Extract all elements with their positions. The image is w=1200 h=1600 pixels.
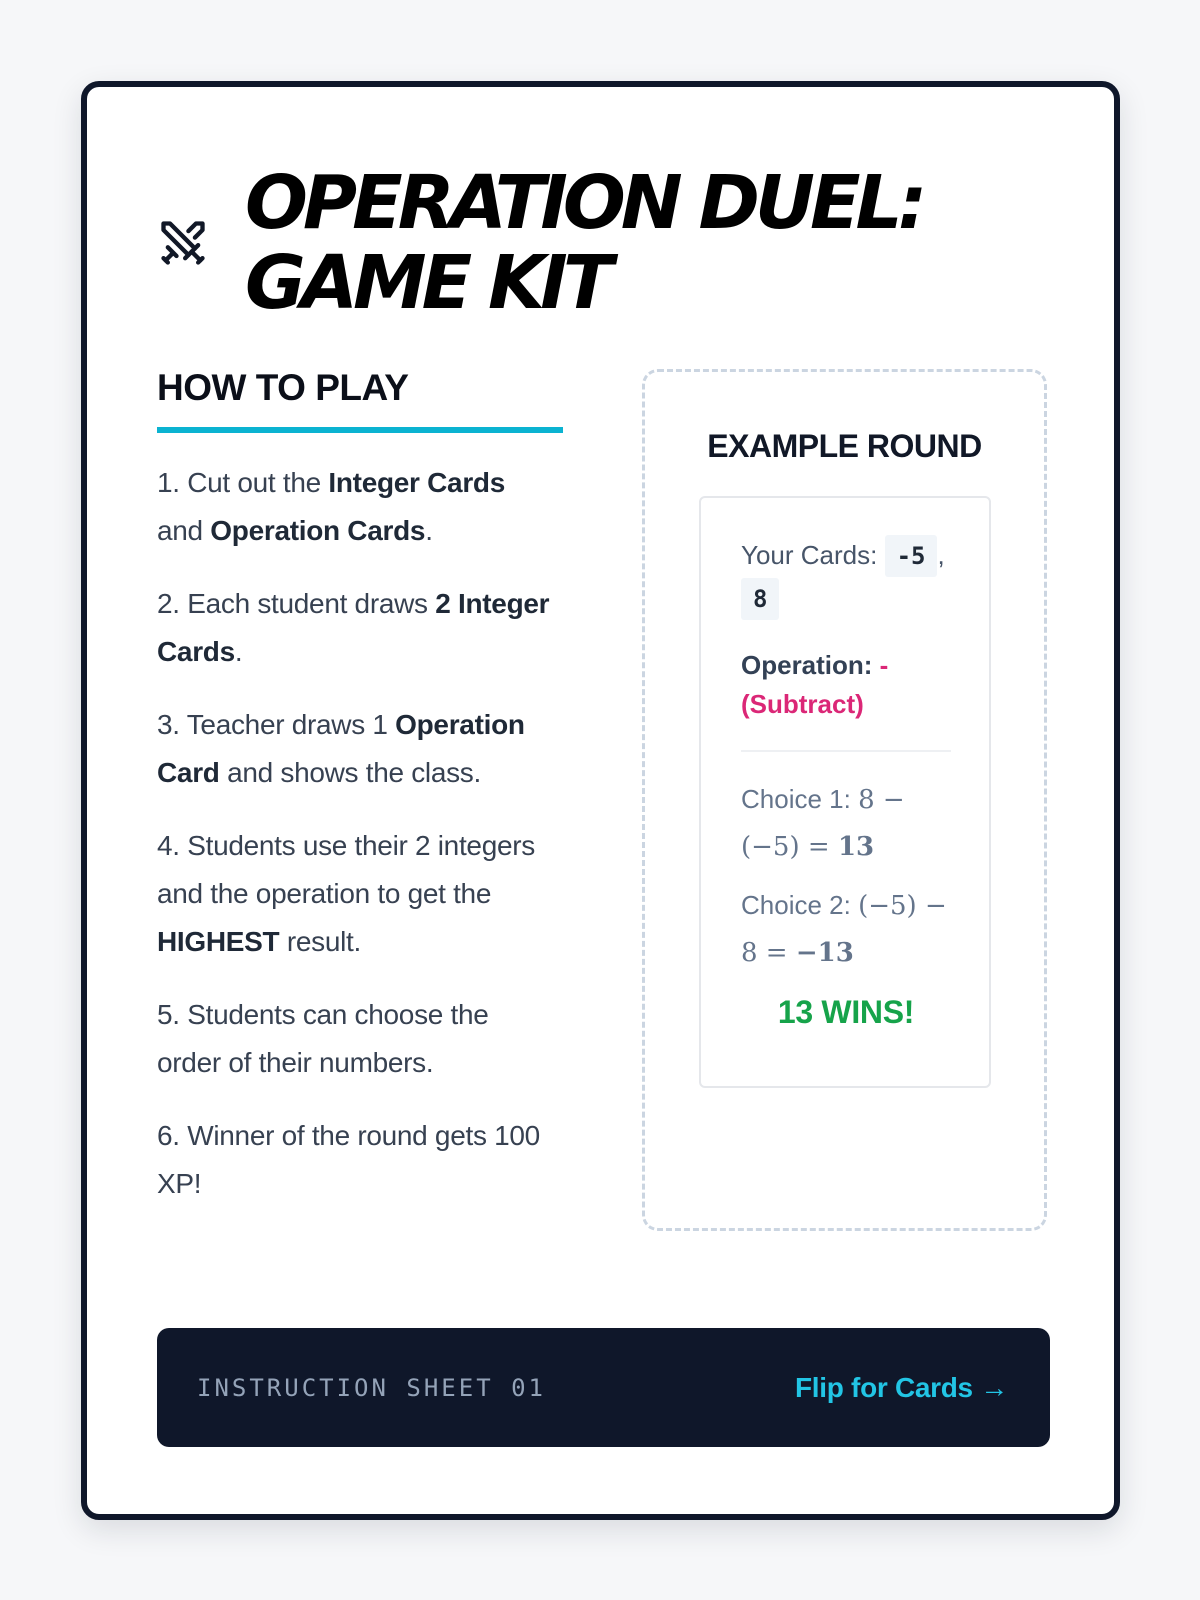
flip-for-cards-link[interactable]: Flip for Cards → <box>795 1371 1008 1403</box>
title-row <box>157 160 1057 326</box>
heading-underline <box>157 427 563 433</box>
choice-2-result: −13 <box>795 938 854 968</box>
step-3 <box>157 701 557 797</box>
step-1-bold-2: Operation Cards <box>210 515 426 546</box>
step-6: 6. Winner of the round gets 100 XP! <box>157 1120 540 1199</box>
example-round-heading: EXAMPLE ROUND <box>707 428 982 464</box>
winner-text: 13 WINS! <box>777 994 915 1030</box>
choice-2 <box>741 882 951 976</box>
divider <box>741 750 951 752</box>
step-1 <box>157 459 557 555</box>
step-3-bold: Operation Card <box>157 709 525 788</box>
example-round-box <box>699 496 991 1088</box>
operation-value: - (Subtract) <box>741 650 889 719</box>
your-cards-label: Your Cards: <box>741 540 885 570</box>
step-1-bold-1: Integer Cards <box>328 467 505 498</box>
title-line-1: OPERATION DUEL: <box>245 160 923 246</box>
page-title <box>245 160 923 326</box>
sheet-label: INSTRUCTION SHEET 01 <box>197 1373 546 1402</box>
choice-1-result: 13 <box>837 832 875 862</box>
operation-label: Operation: <box>741 650 880 680</box>
how-to-play-section <box>157 367 557 1233</box>
step-2-suffix: . <box>234 636 243 667</box>
step-2 <box>157 580 557 676</box>
step-3-suffix: and shows the class. <box>219 757 481 788</box>
operation-line <box>741 646 951 724</box>
card-value-chip: 8 <box>741 578 779 620</box>
step-1-text: 1. Cut out the <box>157 467 329 498</box>
card-separator: , <box>937 540 945 570</box>
footer-bar <box>157 1328 1050 1447</box>
step-4 <box>157 822 557 966</box>
step-5: 5. Students can choose the order of their numbers. <box>157 999 489 1078</box>
step-1-suffix: . <box>425 515 433 546</box>
step-2-bold: 2 Integer Cards <box>157 588 550 667</box>
step-1-mid: and <box>157 515 211 546</box>
step-2-text: 2. Each student draws <box>157 588 436 619</box>
step-4-bold: HIGHEST <box>157 926 280 957</box>
card-value-chip: -5 <box>885 535 938 577</box>
title-line-2: GAME KIT <box>245 240 609 326</box>
choice-1-expr: 8 − (−5) = <box>741 785 905 862</box>
example-round-panel <box>642 369 1047 1231</box>
step-3-text: 3. Teacher draws 1 <box>157 709 396 740</box>
how-to-play-heading: HOW TO PLAY <box>157 367 409 408</box>
step-4-suffix: result. <box>279 926 361 957</box>
step-4-text: 4. Students use their 2 integers and the operation to get the <box>157 830 535 909</box>
choice-2-label: Choice 2: <box>741 890 859 920</box>
crossed-swords-icon <box>157 217 209 269</box>
choice-1 <box>741 776 951 870</box>
choice-2-expr: (−5) − 8 = <box>741 891 947 968</box>
game-kit-card <box>81 81 1120 1520</box>
choice-1-label: Choice 1: <box>741 784 859 814</box>
your-cards-line <box>741 534 951 620</box>
